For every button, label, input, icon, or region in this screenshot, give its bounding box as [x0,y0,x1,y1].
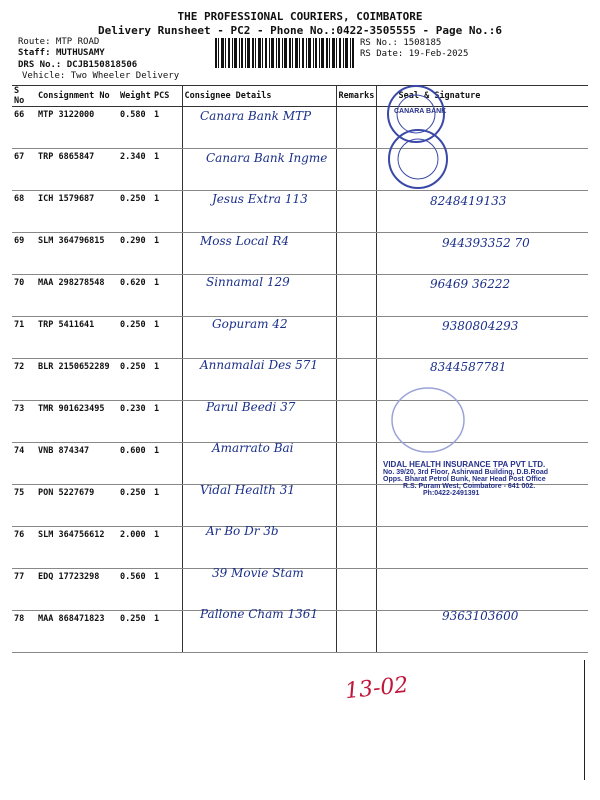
signature-phone: 8248419133 [430,194,507,208]
cell-sno: 76 [12,527,36,569]
cell-pcs: 1 [152,233,182,275]
cell-consignment: BLR 2150652289 [36,359,118,401]
handwritten-consignee-note: Parul Beedi 37 [206,399,296,414]
cell-remarks [336,149,376,191]
cell-weight: 0.250 [118,485,152,527]
handwritten-consignee-note: 39 Movie Stam [212,565,304,580]
cell-pcs: 1 [152,527,182,569]
cell-remarks [336,569,376,611]
table-header-row [12,86,588,107]
cell-sno: 73 [12,401,36,443]
signature-phone: 8344587781 [430,360,507,374]
cell-remarks [336,527,376,569]
handwritten-consignee-note: Amarrato Bai [212,441,294,455]
cell-weight: 0.250 [118,359,152,401]
cell-pcs: 1 [152,401,182,443]
col-remarks: Remarks [336,86,376,107]
cell-remarks [336,485,376,527]
cell-pcs: 1 [152,149,182,191]
cell-remarks [336,107,376,149]
cell-consignment: MTP 3122000 [36,107,118,149]
cell-sno: 72 [12,359,36,401]
vehicle-label: Vehicle: Two Wheeler Delivery [22,71,180,81]
cell-consignment: PON 5227679 [36,485,118,527]
cell-pcs: 1 [152,275,182,317]
cell-pcs: 1 [152,485,182,527]
scan-edge-line [584,660,585,780]
cell-remarks [336,275,376,317]
cell-consignment: ICH 1579687 [36,191,118,233]
cell-weight: 0.250 [118,191,152,233]
cell-remarks [336,401,376,443]
cell-pcs: 1 [152,191,182,233]
barcode [215,38,355,68]
cell-sno: 71 [12,317,36,359]
cell-weight: 2.340 [118,149,152,191]
handwritten-consignee-note: Canara Bank Ingme [206,150,328,165]
cell-weight: 0.250 [118,611,152,653]
cell-weight: 0.600 [118,443,152,485]
cell-sno: 78 [12,611,36,653]
col-sno: S No [12,86,36,107]
cell-consignment: VNB 874347 [36,443,118,485]
cell-seal [376,569,588,611]
signature-phone: 944393352 70 [442,235,530,250]
stamp-line4: R.S. Puram West, Coimbatore - 641 002. [403,483,536,490]
handwritten-consignee-note: Moss Local R4 [200,233,290,248]
col-seal: Seal & Signature [376,86,588,107]
handwritten-consignee-note: Vidal Health 31 [200,482,295,497]
cell-pcs: 1 [152,317,182,359]
staff-label: Staff: [18,48,51,58]
staff-name: MUTHUSAMY [55,48,105,58]
cell-remarks [336,191,376,233]
cell-pcs: 1 [152,359,182,401]
cell-consignment: MAA 868471823 [36,611,118,653]
rs-number: RS No.: 1508185 [360,38,442,48]
cell-consignment: MAA 298278548 [36,275,118,317]
bank-seal-stamp-2 [382,128,454,190]
faint-round-seal [388,385,468,455]
cell-weight: 0.560 [118,569,152,611]
stamp-line3: Opps. Bharat Petrol Bunk, Near Head Post Office [383,476,546,483]
handwritten-consignee-note: Jesus Extra 113 [212,192,308,206]
cell-pcs: 1 [152,611,182,653]
handwritten-consignee-note: Ar Bo Dr 3b [206,524,279,538]
cell-weight: 0.290 [118,233,152,275]
cell-pcs: 1 [152,107,182,149]
cell-consignment: TMR 901623495 [36,401,118,443]
cell-consignment: SLM 364796815 [36,233,118,275]
company-title: THE PROFESSIONAL COURIERS, COIMBATORE [177,10,423,23]
handwritten-consignee-note: Pallone Cham 1361 [200,607,319,621]
cell-sno: 70 [12,275,36,317]
cell-pcs: 1 [152,569,182,611]
cell-remarks [336,233,376,275]
stamp-line5: Ph:0422-2491391 [423,490,480,497]
runsheet-subtitle: Delivery Runsheet - PC2 - Phone No.:0422-3505555 - Page No.:6 [98,24,502,37]
cell-remarks [336,611,376,653]
footer-date-mark: 13-02 [343,672,410,705]
handwritten-consignee-note: Canara Bank MTP [200,109,312,123]
cell-consignment: TRP 6865847 [36,149,118,191]
col-consignment: Consignment No [36,86,118,107]
cell-consignment: SLM 364756612 [36,527,118,569]
col-weight: Weight [118,86,152,107]
col-details: Consignee Details [182,86,336,107]
cell-weight: 0.620 [118,275,152,317]
cell-sno: 75 [12,485,36,527]
cell-weight: 0.250 [118,317,152,359]
cell-sno: 68 [12,191,36,233]
cell-weight: 0.580 [118,107,152,149]
staff-line [18,48,105,58]
cell-sno: 66 [12,107,36,149]
cell-pcs: 1 [152,443,182,485]
stamp-line1: VIDAL HEALTH INSURANCE TPA PVT LTD. [383,460,546,469]
cell-consignment: TRP 5411641 [36,317,118,359]
handwritten-consignee-note: Sinnamal 129 [206,275,290,289]
route-label: Route: MTP ROAD [18,37,100,47]
signature-phone: 9380804293 [442,318,519,333]
rs-date: RS Date: 19-Feb-2025 [360,49,469,59]
signature-phone: 96469 36222 [430,277,511,291]
cell-sno: 77 [12,569,36,611]
drs-number: DRS No.: DCJB150818506 [18,60,138,70]
cell-weight: 2.000 [118,527,152,569]
cell-sno: 69 [12,233,36,275]
stamp-line2: No. 39/20, 3rd Floor, Ashirwad Building, D.B.Road [383,469,549,476]
cell-remarks [336,317,376,359]
col-pcs: PCS [152,86,182,107]
cell-consignment: EDQ 17723298 [36,569,118,611]
table-row [12,401,588,443]
cell-sno: 74 [12,443,36,485]
cell-remarks [336,359,376,401]
bank-seal-text: CANARA BANK [394,108,447,115]
handwritten-consignee-note: Gopuram 42 [212,316,288,331]
vidal-stamp [383,460,593,544]
cell-weight: 0.230 [118,401,152,443]
cell-sno: 67 [12,149,36,191]
handwritten-consignee-note: Annamalai Des 571 [200,358,319,372]
signature-phone: 9363103600 [442,609,519,623]
cell-remarks [336,443,376,485]
